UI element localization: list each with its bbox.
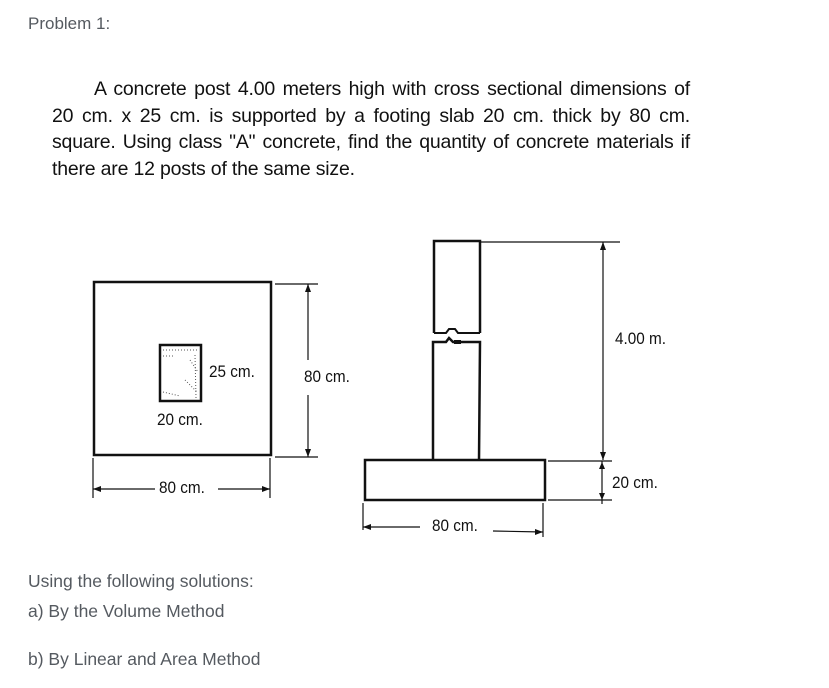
problem-text: A concrete post 4.00 meters high with cross sectional dimensions of 20 cm. x 25 cm. is supported by a footing slab 20 cm. thick by 80 cm. square. Using class "A" concrete, find the quantity of concrete materials if there are 12 posts of the same size. [52, 78, 690, 180]
plan-footing-height-label: 80 cm. [304, 367, 350, 386]
elevation-footing-width-label: 80 cm. [432, 516, 478, 535]
solutions-intro: Using the following solutions: [28, 571, 254, 591]
plan-footing-width-label: 80 cm. [159, 478, 205, 497]
post-upper [434, 241, 480, 333]
post-depth-label: 25 cm. [209, 362, 255, 381]
problem-heading: Problem 1: [28, 14, 111, 33]
solution-linear-area-method: b) By Linear and Area Method [28, 649, 261, 669]
footing-slab [365, 460, 545, 500]
post-height-label: 4.00 m. [615, 329, 667, 348]
footing-thickness-label: 20 cm. [612, 473, 658, 492]
post-width-label: 20 cm. [157, 410, 203, 429]
solution-volume-method: a) By the Volume Method [28, 601, 225, 621]
